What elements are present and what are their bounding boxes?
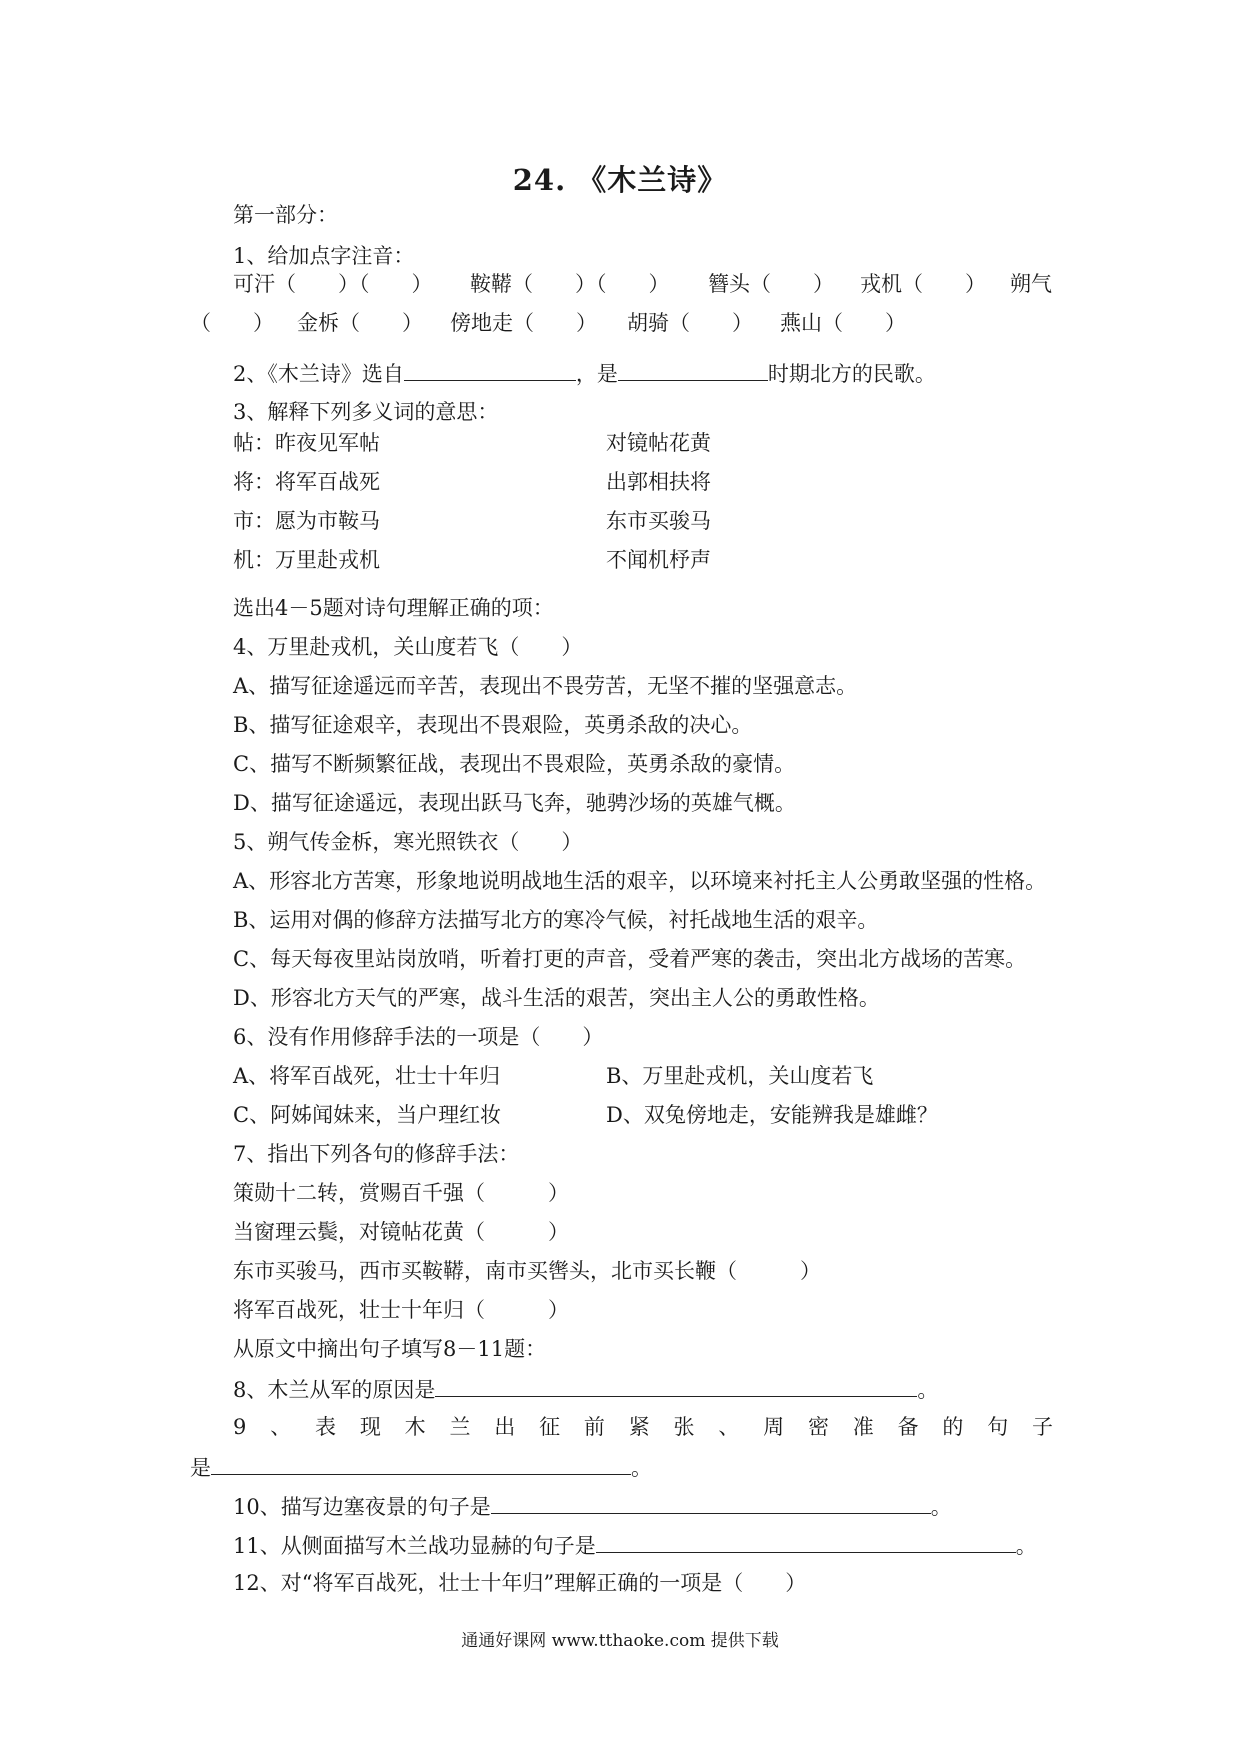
q1-item-1: 可汗（ ）（ ） xyxy=(233,272,433,296)
q10-line xyxy=(233,1495,952,1518)
q7-item-4: 将军百战死，壮士十年归（ ） xyxy=(233,1298,569,1322)
q11-line xyxy=(233,1534,1037,1557)
q7-item-3: 东市买骏马，西市买鞍鞯，南市买辔头，北市买长鞭（ ） xyxy=(233,1259,821,1283)
q11-end: 。 xyxy=(1015,1534,1037,1558)
q9-char: 周 xyxy=(763,1415,785,1439)
q4-option-d: D、描写征途遥远，表现出跃马飞奔，驰骋沙场的英雄气概。 xyxy=(233,791,796,815)
q6-option-a: A、将军百战死，壮士十年归 xyxy=(233,1064,501,1088)
section-4-5-heading: 选出4－5题对诗句理解正确的项： xyxy=(233,596,554,620)
q9-char: 密 xyxy=(807,1415,829,1439)
q3-left-4: 机：万里赴戎机 xyxy=(233,548,380,572)
q1-item-4: 戎机（ ） xyxy=(860,272,986,296)
q2-text-a: 2、《木兰诗》选自 xyxy=(233,362,404,386)
q6-option-d: D、双兔傍地走，安能辨我是雄雌？ xyxy=(606,1103,938,1127)
q10-blank[interactable] xyxy=(491,1495,931,1514)
q1-item-6: （ ） xyxy=(190,311,274,335)
q1-item-5: 朔气 xyxy=(1010,272,1052,296)
q3-right-2: 出郭相扶将 xyxy=(606,470,711,494)
part-heading: 第一部分： xyxy=(233,203,338,227)
q9-char: 的 xyxy=(942,1415,964,1439)
q9-char: 前 xyxy=(583,1415,605,1439)
q9-char: 子 xyxy=(1032,1415,1053,1439)
q9-char: 备 xyxy=(897,1415,919,1439)
q9-char: 兰 xyxy=(449,1415,471,1439)
q2-blank-source[interactable] xyxy=(404,362,576,381)
q1-item-8: 傍地走（ ） xyxy=(450,311,597,335)
q12-line: 12、对“将军百战死，壮士十年归”理解正确的一项是（ ） xyxy=(233,1571,807,1595)
q1-prompt: 1、给加点字注音： xyxy=(233,244,415,268)
q4-option-b: B、描写征途艰辛，表现出不畏艰险，英勇杀敌的决心。 xyxy=(233,713,753,737)
q9-char: 9 xyxy=(233,1415,247,1439)
q9-blank[interactable] xyxy=(211,1456,631,1475)
q1-item-9: 胡骑（ ） xyxy=(627,311,753,335)
q9-end: 。 xyxy=(631,1456,652,1480)
q10-text: 10、描写边塞夜景的句子是 xyxy=(233,1495,491,1519)
q2-line xyxy=(233,362,936,385)
q11-text: 11、从侧面描写木兰战功显赫的句子是 xyxy=(233,1534,596,1558)
q6-option-c: C、阿姊闻妹来，当户理红妆 xyxy=(233,1103,502,1127)
q9-char: 现 xyxy=(359,1415,381,1439)
q9-char: 征 xyxy=(539,1415,561,1439)
q8-blank[interactable] xyxy=(435,1378,917,1397)
q1-item-2: 鞍鞯（ ）（ ） xyxy=(470,272,670,296)
q3-left-3: 市：愿为市鞍马 xyxy=(233,509,380,533)
q1-item-3: 簪头（ ） xyxy=(708,272,834,296)
q9-char: 、 xyxy=(270,1415,292,1439)
q7-item-2: 当窗理云鬓，对镜帖花黄（ ） xyxy=(233,1220,569,1244)
q8-end: 。 xyxy=(917,1378,939,1402)
q7-prompt: 7、指出下列各句的修辞手法： xyxy=(233,1142,520,1166)
footer: 通通好课网 www.tthaoke.com 提供下载 xyxy=(461,1631,779,1651)
q11-blank[interactable] xyxy=(596,1534,1016,1553)
q2-text-c: 时期北方的民歌。 xyxy=(767,362,936,386)
q8-line xyxy=(233,1378,938,1401)
q7-item-1: 策勋十二转，赏赐百千强（ ） xyxy=(233,1181,569,1205)
q9-char: 出 xyxy=(494,1415,516,1439)
q5-option-b: B、运用对偶的修辞方法描写北方的寒冷气候，衬托战地生活的艰辛。 xyxy=(233,908,879,932)
q5-option-a: A、形容北方苦寒，形象地说明战地生活的艰辛，以环境来衬托主人公勇敢坚强的性格。 xyxy=(233,869,1047,893)
q2-text-b: ，是 xyxy=(575,362,618,386)
q9-char: 张 xyxy=(673,1415,695,1439)
q5-option-c: C、每天每夜里站岗放哨，听着打更的声音，受着严寒的袭击，突出北方战场的苦寒。 xyxy=(233,947,1027,971)
page-title: 24. 《木兰诗》 xyxy=(512,163,728,197)
q2-blank-period[interactable] xyxy=(618,362,768,381)
q4-option-a: A、描写征途遥远而辛苦，表现出不畏劳苦，无坚不摧的坚强意志。 xyxy=(233,674,858,698)
q1-item-10: 燕山（ ） xyxy=(780,311,906,335)
q10-end: 。 xyxy=(930,1495,952,1519)
q3-right-4: 不闻机杼声 xyxy=(606,548,711,572)
q3-right-1: 对镜帖花黄 xyxy=(606,431,711,455)
q9-start: 是 xyxy=(190,1456,211,1480)
q4-prompt: 4、万里赴戎机，关山度若飞（ ） xyxy=(233,635,583,659)
q9-line-1 xyxy=(233,1417,1053,1438)
q9-char: 句 xyxy=(987,1415,1009,1439)
section-8-11-heading: 从原文中摘出句子填写8－11题： xyxy=(233,1337,547,1361)
q3-left-1: 帖：昨夜见军帖 xyxy=(233,431,380,455)
q9-char: 紧 xyxy=(628,1415,650,1439)
q9-char: 表 xyxy=(315,1415,336,1439)
q3-prompt: 3、解释下列多义词的意思： xyxy=(233,400,499,424)
q9-char: 木 xyxy=(404,1415,426,1439)
q9-line-2 xyxy=(190,1456,652,1479)
q4-option-c: C、描写不断频繁征战，表现出不畏艰险，英勇杀敌的豪情。 xyxy=(233,752,796,776)
q5-option-d: D、形容北方天气的严寒，战斗生活的艰苦，突出主人公的勇敢性格。 xyxy=(233,986,880,1010)
q3-left-2: 将：将军百战死 xyxy=(233,470,380,494)
q6-prompt: 6、没有作用修辞手法的一项是（ ） xyxy=(233,1025,604,1049)
q9-char: 准 xyxy=(852,1415,874,1439)
q5-prompt: 5、朔气传金柝，寒光照铁衣（ ） xyxy=(233,830,583,854)
q1-item-7: 金柝（ ） xyxy=(297,311,423,335)
q3-right-3: 东市买骏马 xyxy=(606,509,711,533)
q6-option-b: B、万里赴戎机，关山度若飞 xyxy=(606,1064,874,1088)
q8-text: 8、木兰从军的原因是 xyxy=(233,1378,436,1402)
q9-char: 、 xyxy=(718,1415,740,1439)
